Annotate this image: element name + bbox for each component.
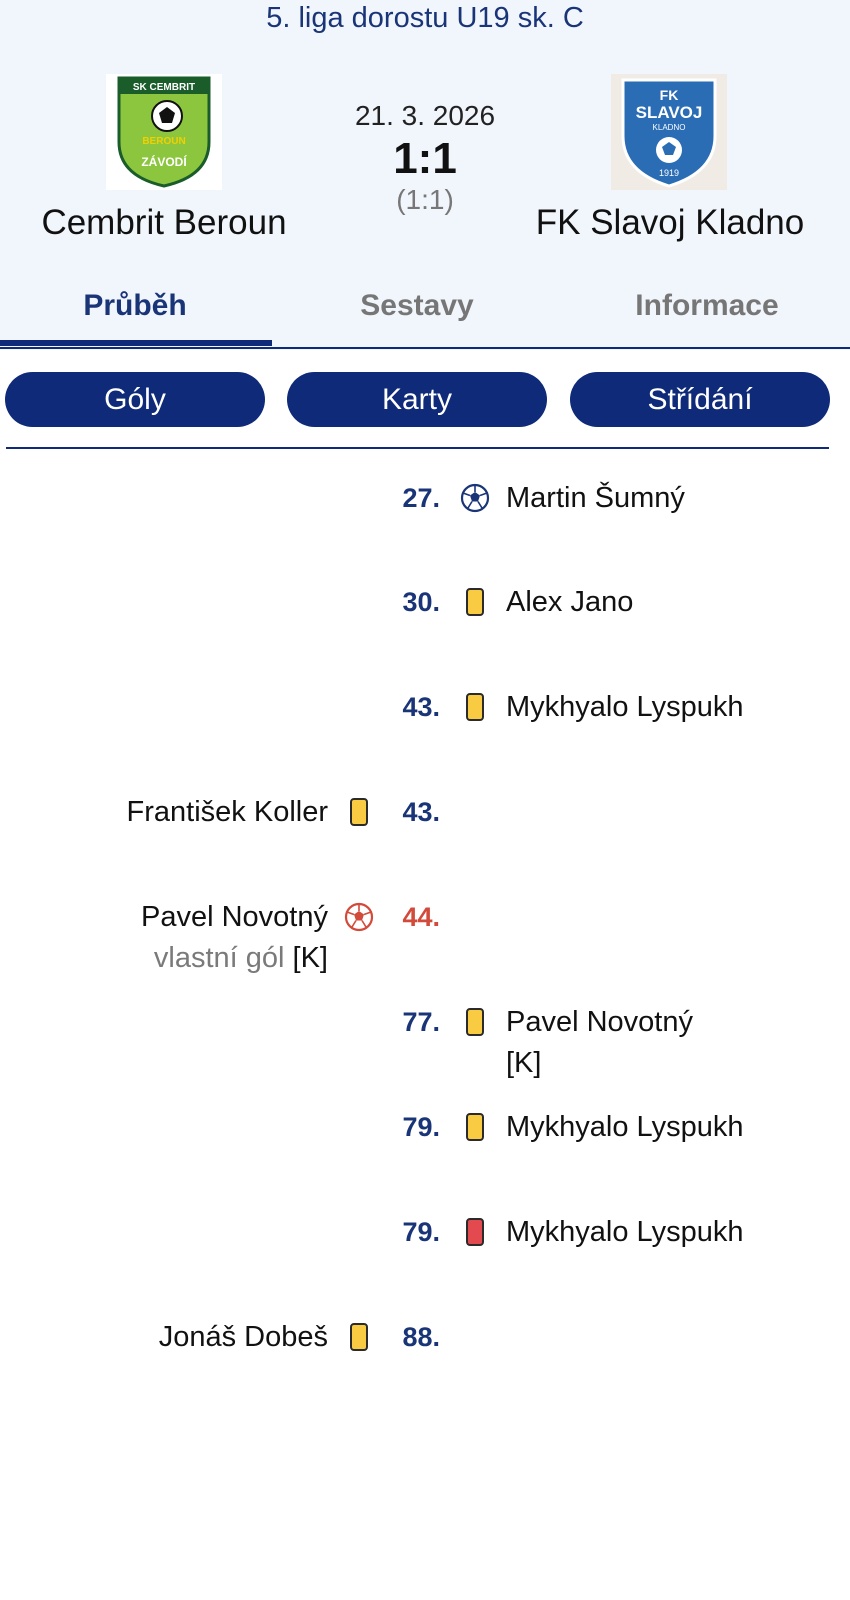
event-player: Pavel Novotný [506, 1006, 693, 1038]
event-player[interactable]: Mykhyalo Lyspukh [506, 1111, 744, 1143]
event-player[interactable]: Jonáš Dobeš [158, 1321, 328, 1353]
league-name: 5. liga dorostu U19 sk. C [266, 2, 584, 34]
yellow-card-icon [460, 587, 490, 617]
event-player-block[interactable] [506, 1002, 836, 1084]
slavoj-crest-icon [619, 76, 719, 188]
filter-cards-button[interactable]: Karty [287, 372, 547, 427]
tabs-divider [0, 347, 850, 349]
svg-text:SK CEMBRIT: SK CEMBRIT [132, 82, 196, 93]
event-minute: 77. [402, 1007, 440, 1037]
list-item [0, 1107, 850, 1197]
captain-marker: [K] [506, 1047, 542, 1079]
yellow-card-icon [460, 1007, 490, 1037]
event-minute: 79. [402, 1217, 440, 1247]
cembrit-crest-icon [115, 76, 213, 188]
halftime-score: (1:1) [396, 184, 454, 215]
event-minute: 27. [402, 483, 440, 513]
red-card-icon [460, 1217, 490, 1247]
list-item [0, 897, 850, 987]
list-item [0, 582, 850, 672]
yellow-card-icon [344, 797, 374, 827]
event-player[interactable]: Mykhyalo Lyspukh [506, 1216, 744, 1248]
captain-marker: [K] [292, 942, 328, 974]
yellow-card-icon [344, 1322, 374, 1352]
list-item [0, 1002, 850, 1092]
active-tab-indicator [0, 340, 272, 346]
yellow-card-icon [460, 1112, 490, 1142]
away-team-name[interactable]: FK Slavoj Kladno [535, 203, 805, 242]
svg-text:ZÁVODÍ: ZÁVODÍ [141, 155, 187, 169]
event-player[interactable]: Martin Šumný [506, 482, 685, 514]
event-minute: 88. [402, 1322, 440, 1352]
filter-goals-button[interactable]: Góly [5, 372, 265, 427]
list-item [0, 792, 850, 882]
match-score: 1:1 [393, 134, 457, 183]
home-team-logo[interactable] [106, 74, 222, 190]
event-filters [0, 372, 850, 428]
home-team-name[interactable]: Cembrit Beroun [41, 203, 287, 242]
event-player-block[interactable] [0, 897, 328, 979]
event-minute: 44. [402, 902, 440, 932]
filters-divider [6, 447, 829, 449]
tab-prubeh[interactable]: Průběh [83, 289, 187, 322]
svg-text:1919: 1919 [658, 168, 680, 178]
event-player[interactable]: Mykhyalo Lyspukh [506, 691, 744, 723]
event-minute: 43. [402, 797, 440, 827]
event-player: Pavel Novotný [141, 901, 328, 933]
tab-informace[interactable]: Informace [635, 289, 779, 322]
away-team-logo[interactable] [611, 74, 727, 190]
list-item [0, 1317, 850, 1407]
match-tabs [0, 280, 850, 346]
list-item [0, 687, 850, 777]
svg-text:FK: FK [659, 87, 679, 103]
own-goal-note: vlastní gól [153, 942, 285, 974]
filter-substitutions-button[interactable]: Střídání [570, 372, 830, 427]
event-minute: 43. [402, 692, 440, 722]
event-player[interactable]: František Koller [126, 796, 328, 828]
yellow-card-icon [460, 692, 490, 722]
match-date: 21. 3. 2026 [354, 100, 496, 131]
own-goal-football-icon [344, 902, 374, 932]
event-minute: 79. [402, 1112, 440, 1142]
football-icon [460, 483, 490, 513]
event-player[interactable]: Alex Jano [506, 586, 634, 618]
tab-sestavy[interactable]: Sestavy [360, 289, 474, 322]
svg-text:BEROUN: BEROUN [142, 136, 186, 147]
svg-text:SLAVOJ: SLAVOJ [635, 103, 703, 122]
svg-text:KLADNO: KLADNO [652, 123, 686, 132]
list-item [0, 478, 850, 568]
event-note-line [0, 938, 328, 979]
list-item [0, 1212, 850, 1302]
event-minute: 30. [402, 587, 440, 617]
